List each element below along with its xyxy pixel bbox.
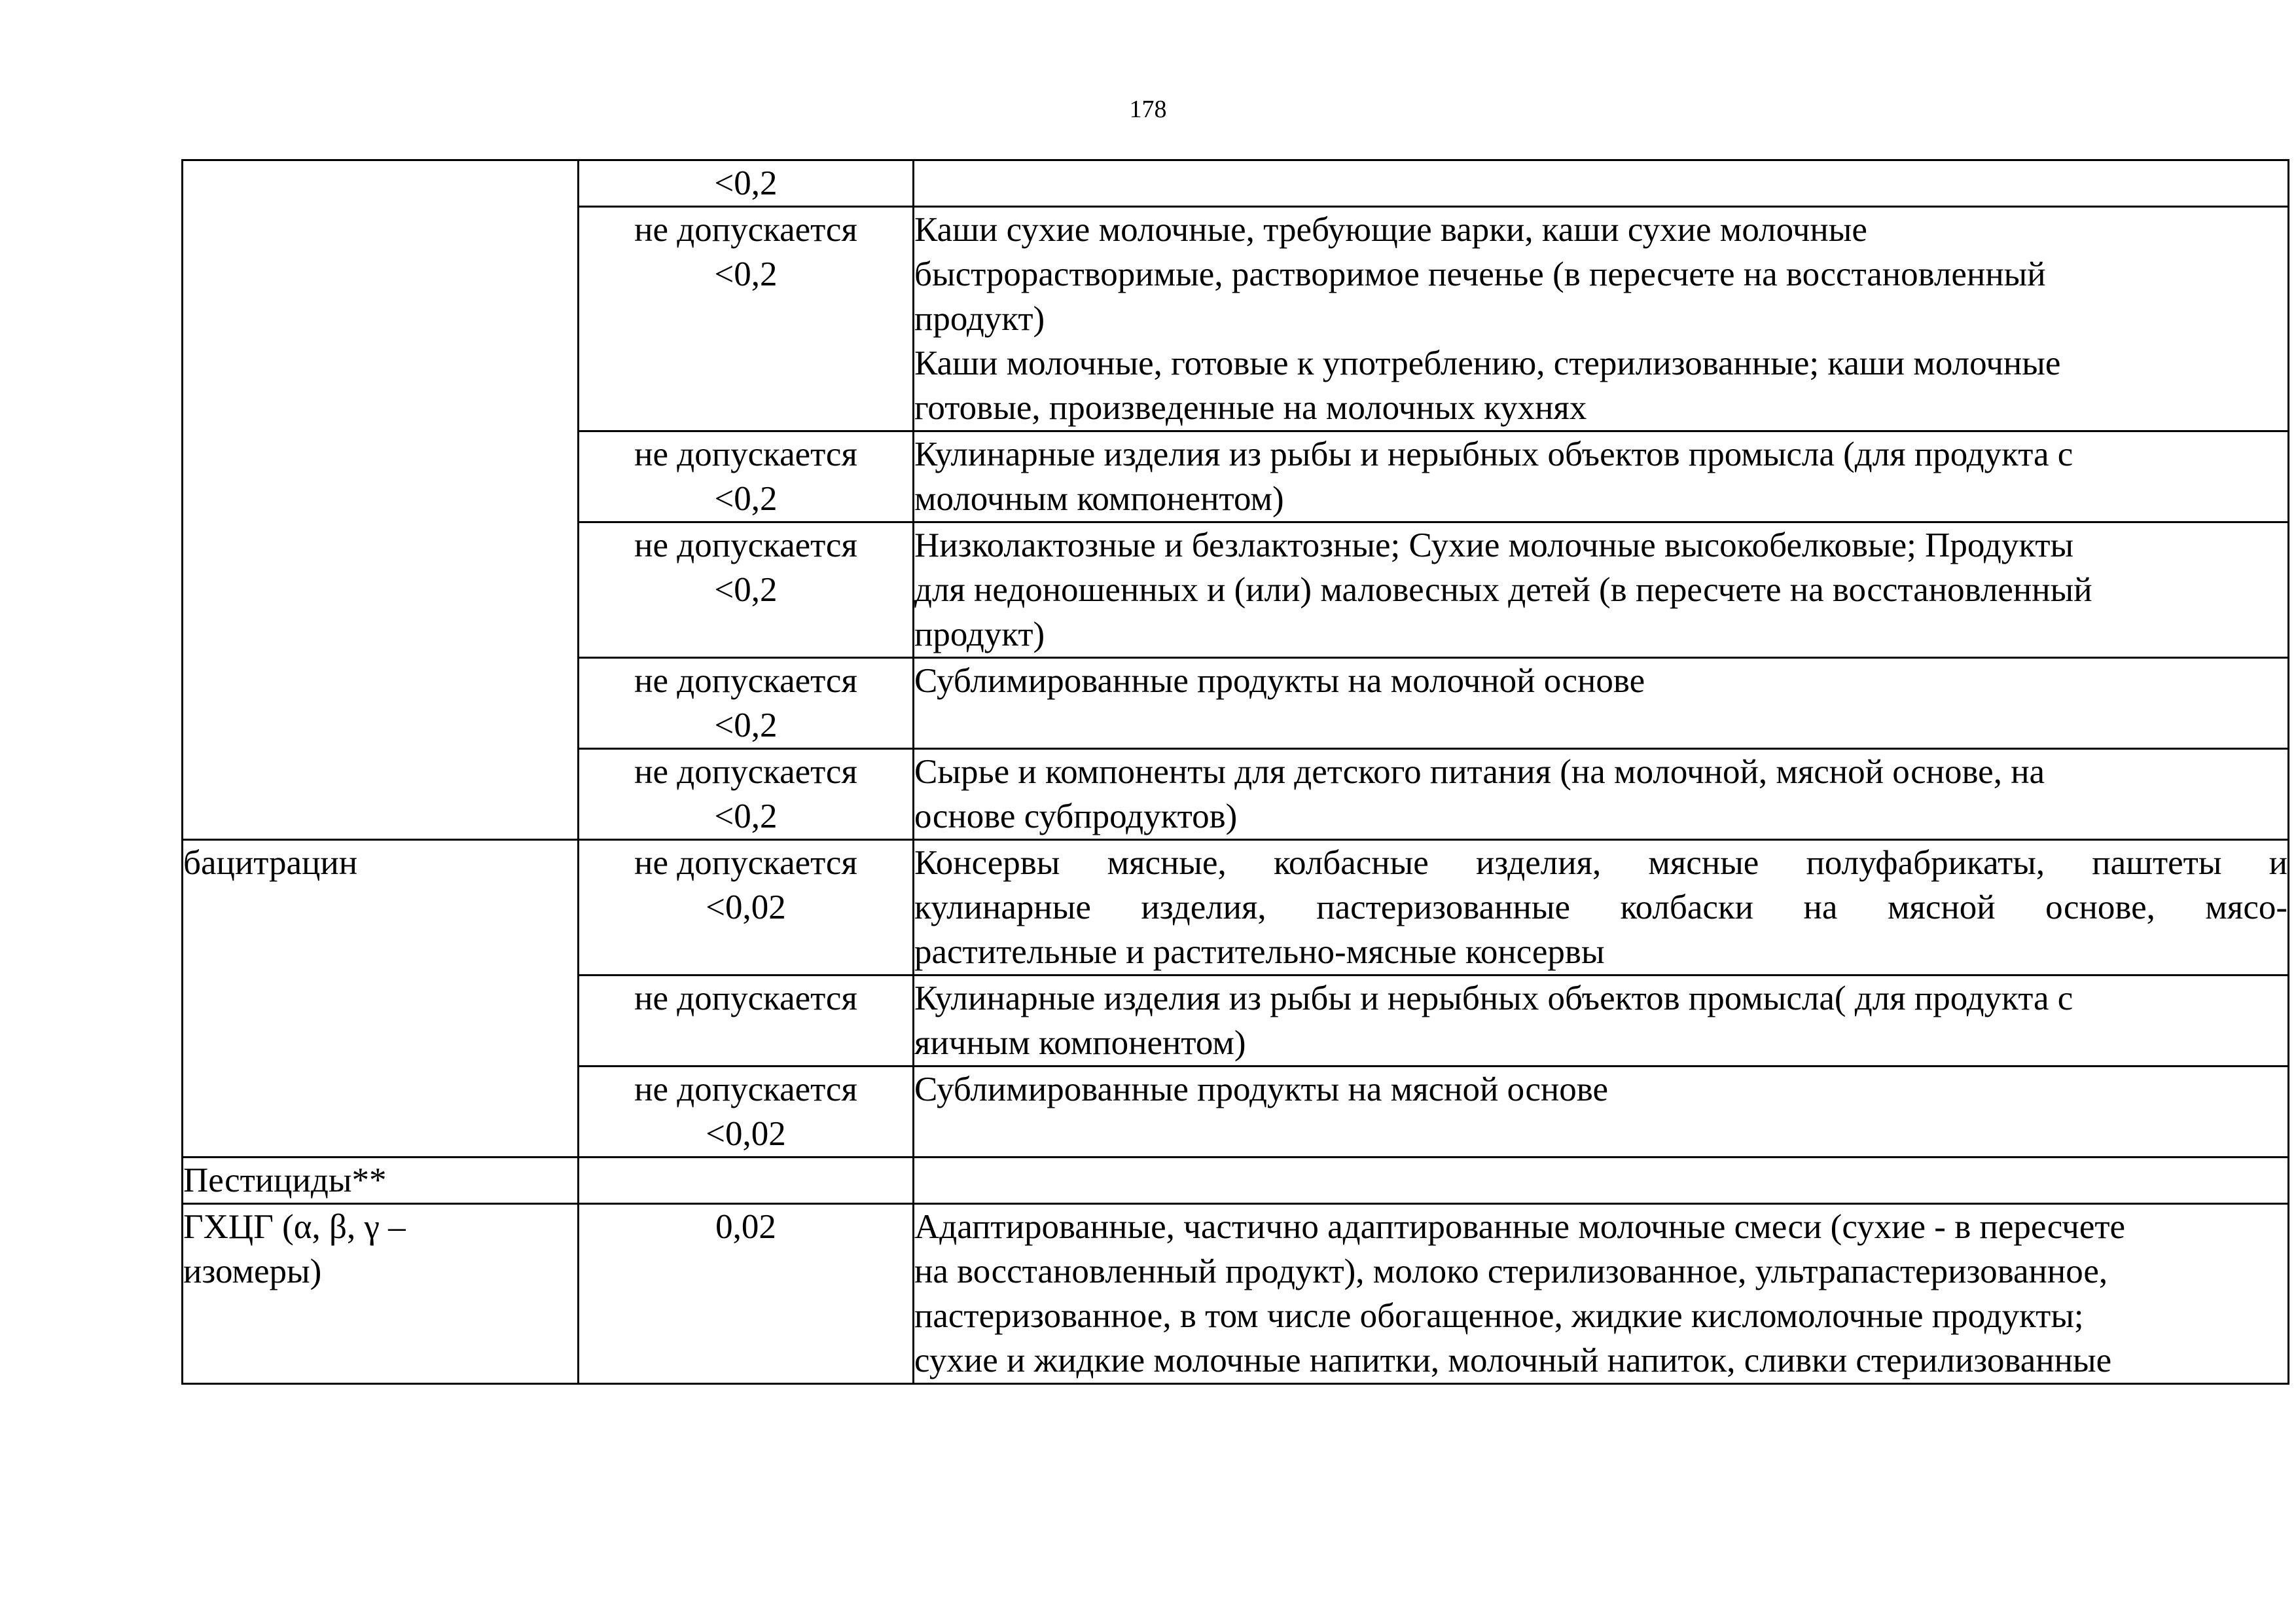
- limit-value: 0,02: [715, 1208, 776, 1246]
- substance-cell: [183, 160, 579, 840]
- limit-value: <0,2: [714, 255, 778, 293]
- product-line: Адаптированные, частично адаптированные молочные смеси (сухие - в пересчете: [914, 1208, 2126, 1246]
- product-line: Сублимированные продукты на молочной основе: [914, 662, 1645, 700]
- product-line: Каши молочные, готовые к употреблению, стерилизованные; каши молочные: [914, 344, 2061, 382]
- table-row: [183, 1204, 2289, 1384]
- limit-status: не допускается: [634, 211, 857, 249]
- substance-name: ГХЦГ (α, β, γ –: [183, 1208, 406, 1246]
- product-line: Сублимированные продукты на мясной основе: [914, 1070, 1609, 1108]
- product-line: пастеризованное, в том числе обогащенное, жидкие кисломолочные продукты;: [914, 1297, 2084, 1335]
- substance-name: изомеры): [183, 1252, 322, 1290]
- limit-value: <0,2: [714, 164, 778, 202]
- limit-status: не допускается: [634, 1070, 857, 1108]
- limit-value: <0,2: [714, 571, 778, 609]
- product-cell: [914, 1158, 2289, 1204]
- product-line: продукт): [914, 300, 1045, 338]
- limit-status: не допускается: [634, 526, 857, 564]
- substance-cell: [183, 1204, 579, 1384]
- residue-limits-table: [181, 159, 2289, 1385]
- product-line: Консервы мясные, колбасные изделия, мясные полуфабрикаты, паштеты и: [914, 844, 2287, 882]
- limit-status: не допускается: [634, 979, 857, 1017]
- table-row: [183, 160, 2289, 207]
- product-cell: [914, 749, 2289, 840]
- product-cell: [914, 160, 2289, 207]
- substance-cell: [183, 840, 579, 1158]
- product-line: продукт): [914, 615, 1045, 653]
- limit-value: <0,2: [714, 480, 778, 518]
- limit-status: не допускается: [634, 753, 857, 791]
- limit-status: не допускается: [634, 662, 857, 700]
- limit-cell: [579, 207, 914, 431]
- limit-status: не допускается: [634, 844, 857, 882]
- limit-cell: [579, 431, 914, 522]
- limit-cell: [579, 658, 914, 749]
- product-cell: [914, 658, 2289, 749]
- product-line: яичным компонентом): [914, 1024, 1246, 1062]
- product-line: Кулинарные изделия из рыбы и нерыбных объектов промысла( для продукта с: [914, 979, 2073, 1017]
- product-line: кулинарные изделия, пастеризованные колбаски на мясной основе, мясо-: [914, 888, 2287, 926]
- product-line: молочным компонентом): [914, 480, 1284, 518]
- limit-status: не допускается: [634, 435, 857, 473]
- product-cell: [914, 1204, 2289, 1384]
- product-cell: [914, 207, 2289, 431]
- product-cell: [914, 976, 2289, 1067]
- product-line: Сырье и компоненты для детского питания (на молочной, мясной основе, на: [914, 753, 2045, 791]
- limit-cell: [579, 522, 914, 658]
- product-line: готовые, произведенные на молочных кухнях: [914, 389, 1587, 427]
- limit-cell: [579, 160, 914, 207]
- limit-value: <0,02: [706, 888, 786, 926]
- product-line: Каши сухие молочные, требующие варки, каши сухие молочные: [914, 211, 1867, 249]
- limit-cell: [579, 1067, 914, 1158]
- limit-cell: [579, 1204, 914, 1384]
- product-line: растительные и растительно-мясные консервы: [914, 933, 1605, 971]
- limit-cell: [579, 1158, 914, 1204]
- limit-cell: [579, 749, 914, 840]
- product-cell: [914, 1067, 2289, 1158]
- limit-value: <0,2: [714, 706, 778, 744]
- product-line: для недоношенных и (или) маловесных детей (в пересчете на восстановленный: [914, 571, 2092, 609]
- table-row: [183, 1158, 2289, 1204]
- product-cell: [914, 431, 2289, 522]
- product-line: Низколактозные и безлактозные; Сухие молочные высокобелковые; Продукты: [914, 526, 2074, 564]
- product-line: быстрорастворимые, растворимое печенье (в пересчете на восстановленный: [914, 255, 2046, 293]
- limit-cell: [579, 976, 914, 1067]
- product-line: основе субпродуктов): [914, 797, 1238, 835]
- product-line: Кулинарные изделия из рыбы и нерыбных объектов промысла (для продукта с: [914, 435, 2073, 473]
- substance-group-name: Пестициды**: [183, 1161, 387, 1199]
- substance-cell: [183, 1158, 579, 1204]
- page-number: 178: [1129, 96, 1167, 123]
- table-row: [183, 840, 2289, 976]
- product-cell: [914, 522, 2289, 658]
- limit-cell: [579, 840, 914, 976]
- limit-value: <0,02: [706, 1115, 786, 1153]
- limit-value: <0,2: [714, 797, 778, 835]
- product-line: сухие и жидкие молочные напитки, молочный напиток, сливки стерилизованные: [914, 1341, 2112, 1379]
- product-line: на восстановленный продукт), молоко стерилизованное, ультрапастеризованное,: [914, 1252, 2108, 1290]
- substance-name: бацитрацин: [183, 844, 358, 882]
- product-cell: [914, 840, 2289, 976]
